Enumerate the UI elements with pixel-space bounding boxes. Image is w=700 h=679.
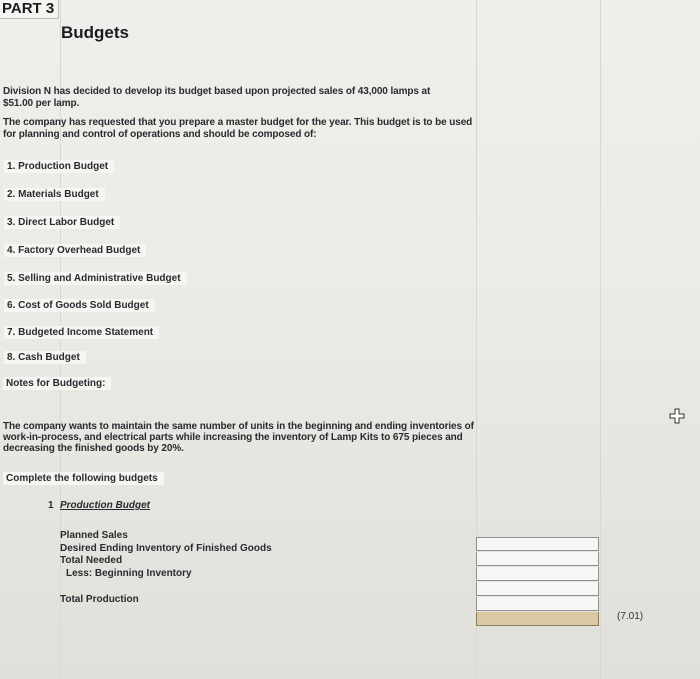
grid-line [600,0,601,679]
answer-cell-planned-sales[interactable] [476,537,599,551]
part-label: PART 3 [0,0,59,19]
notes-heading: Notes for Budgeting: [3,377,111,390]
answer-cell-blank[interactable] [476,597,599,611]
budget-item-7: 7. Budgeted Income Statement [4,326,159,339]
line-beginning-inventory: Less: Beginning Inventory [66,568,192,579]
intro-line-2: $51.00 per lamp. [3,98,80,109]
answer-cell-total-needed[interactable] [476,567,599,581]
notes-line-3: decreasing the finished goods by 20%. [3,443,184,454]
budget-item-4: 4. Factory Overhead Budget [4,244,146,257]
line-desired-ending-inventory: Desired Ending Inventory of Finished Goods [60,543,272,554]
requirement-line-1: The company has requested that you prepare a master budget for the year. This budget is to be used [3,117,473,128]
answer-cell-beginning-inventory[interactable] [476,582,599,596]
line-total-needed: Total Needed [60,555,123,566]
notes-line-2: work-in-process, and electrical parts while increasing the inventory of Lamp Kits to 675 pieces and [3,432,463,443]
intro-line-1: Division N has decided to develop its budget based upon projected sales of 43,000 lamps at [3,86,431,97]
budget-item-2: 2. Materials Budget [4,188,105,201]
budget-item-8: 8. Cash Budget [4,351,86,364]
notes-line-1: The company wants to maintain the same number of units in the beginning and ending inventories of [3,421,474,432]
budget-item-6: 6. Cost of Goods Sold Budget [4,299,155,312]
instruction: Complete the following budgets [3,472,164,485]
requirement-line-2: for planning and control of operations and should be composed of: [3,129,317,140]
answer-cell-total-production[interactable] [476,612,599,626]
cursor-crosshair-icon [669,408,685,424]
budget-item-5: 5. Selling and Administrative Budget [4,272,187,285]
budget-item-1: 1. Production Budget [4,160,114,173]
page-title: Budgets [61,23,129,42]
line-total-production: Total Production [60,594,139,605]
section-title: Production Budget [60,500,150,511]
points-label: (7.01) [617,611,644,622]
answer-cell-desired-ending[interactable] [476,552,599,566]
answer-table [476,537,599,627]
line-planned-sales: Planned Sales [60,530,128,541]
section-number: 1 [48,500,54,511]
budget-item-3: 3. Direct Labor Budget [4,216,120,229]
